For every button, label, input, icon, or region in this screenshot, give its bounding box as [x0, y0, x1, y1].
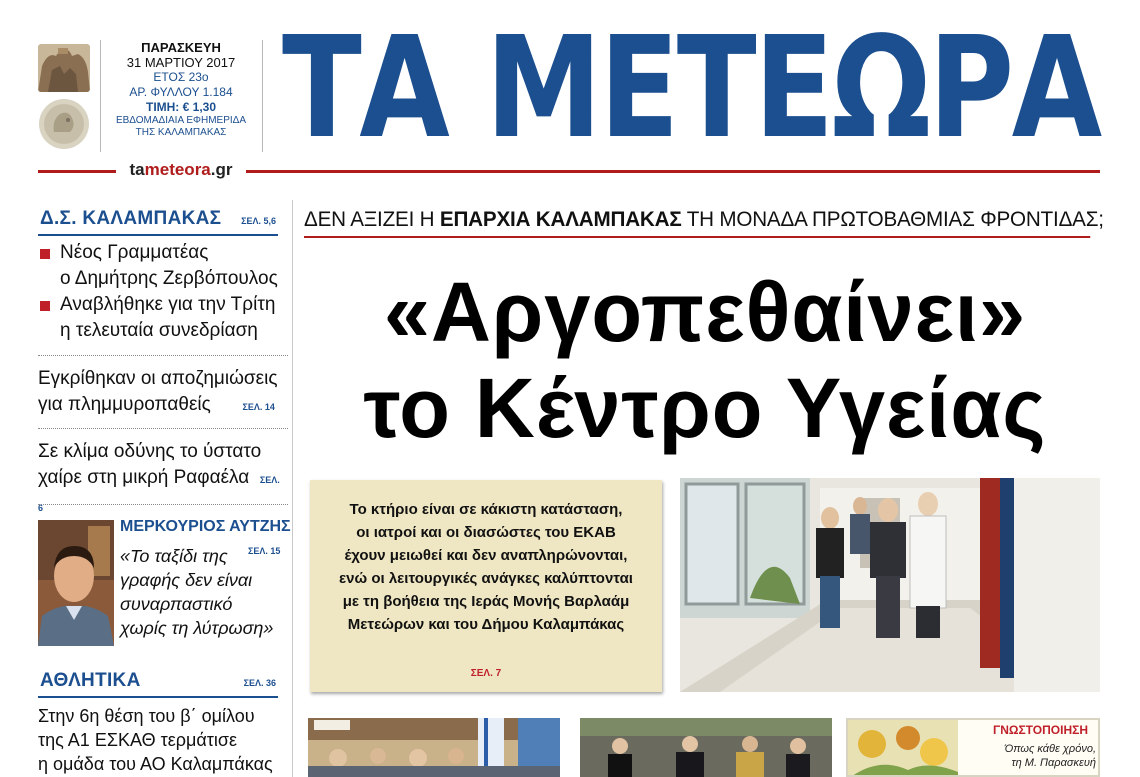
ceremony-photo-2 [580, 718, 832, 777]
lead-headline-line2[interactable]: το Κέντρο Υγείας [363, 361, 1047, 455]
story-line: Στην 6η θέση του β΄ ομίλου [38, 706, 255, 726]
story-compensation[interactable] [38, 366, 282, 420]
council-page-ref: ΣΕΛ. 5,6 [241, 216, 276, 226]
story-funeral[interactable] [38, 439, 282, 521]
column-page-ref: ΣΕΛ. 15 [248, 546, 281, 556]
paper-description-2: ΤΗΣ ΚΑΛΑΜΠΑΚΑΣ [135, 127, 227, 138]
story-sports[interactable] [38, 704, 288, 776]
website-suffix: .gr [210, 160, 233, 179]
council-item-line: Νέος Γραμματέας [60, 242, 209, 263]
ancient-coin-thumbnail [38, 98, 90, 150]
columnist-name: ΜΕΡΚΟΥΡΙΟΣ ΑΥΤΖΗΣ [120, 518, 291, 535]
sports-heading-text: ΑΘΛΗΤΙΚΑ [40, 670, 141, 691]
issue-year: ΕΤΟΣ 23ο [153, 70, 209, 84]
summary-line: Μετεώρων και του Δήμου Καλαμπάκας [347, 616, 625, 633]
story-separator [38, 428, 288, 429]
notice-line: τη Μ. Παρασκευή [1011, 757, 1096, 769]
issue-date: 31 ΜΑΡΤΙΟΥ 2017 [126, 55, 236, 70]
website-brand: meteora [144, 160, 211, 179]
story-line: Σε κλίμα οδύνης το ύστατο [38, 441, 262, 462]
summary-line: έχουν μειωθεί και δεν αναπληρώνονται, [344, 547, 628, 564]
sports-section-heading [38, 670, 278, 698]
columnist-portrait [38, 520, 114, 646]
quote-line: συναρπαστικό [120, 594, 233, 614]
meteora-rock-thumbnail [38, 44, 90, 92]
story-line: Εγκρίθηκαν οι αποζημιώσεις [38, 368, 278, 389]
issue-info [104, 40, 258, 139]
notice-line: Όπως κάθε χρόνο, [1004, 743, 1096, 755]
lead-kicker [304, 206, 1104, 238]
council-item[interactable] [38, 292, 288, 344]
lead-headline-line1[interactable]: «Αργοπεθαίνει» [383, 265, 1027, 359]
issue-price: ΤΙΜΗ: € 1,30 [145, 100, 217, 114]
council-item-line: ο Δημήτρης Ζερβόπουλος [60, 268, 278, 289]
council-item[interactable] [38, 240, 288, 292]
council-item-line: η τελευταία συνεδρίαση [60, 320, 258, 341]
kicker-part: ΤΗ ΜΟΝΑΔΑ ΠΡΩΤΟΒΑΘΜΙΑΣ ΦΡΟΝΤΙΔΑΣ; [681, 208, 1104, 231]
story-line: για πλημμυροπαθείς [38, 394, 211, 415]
summary-line: οι ιατροί και οι διασώστες του ΕΚΑΒ [356, 524, 616, 541]
story-page-ref: ΣΕΛ. 14 [242, 402, 275, 412]
issue-day: ΠΑΡΑΣΚΕΥΗ [141, 40, 221, 55]
website-link[interactable] [116, 158, 246, 182]
notice-box [846, 718, 1100, 777]
notice-label: ΓΝΩΣΤΟΠΟΙΗΣΗ [992, 723, 1088, 737]
story-line: χαίρε στη μικρή Ραφαέλα [38, 467, 250, 488]
summary-line: με τη βοήθεια της Ιεράς Μονής Βαρλαάμ [342, 593, 630, 610]
summary-line: Το κτήριο είναι σε κάκιστη κατάσταση, [349, 501, 623, 518]
council-heading-text: Δ.Σ. ΚΑΛΑΜΠΑΚΑΣ [40, 208, 222, 229]
story-separator [38, 355, 288, 356]
story-separator [38, 504, 288, 505]
summary-page-ref: ΣΕΛ. 7 [470, 668, 502, 679]
health-center-photo [680, 478, 1100, 692]
quote-line: γραφής δεν είναι [120, 570, 253, 590]
issue-number: ΑΡ. ΦΥΛΛΟΥ 1.184 [129, 85, 233, 99]
story-line: η ομάδα του ΑΟ Καλαμπάκας [38, 754, 273, 774]
bullet-square-icon [40, 249, 50, 259]
summary-line: ενώ οι λειτουργικές ανάγκες καλύπτονται [339, 570, 633, 587]
quote-line: χωρίς τη λύτρωση» [120, 618, 274, 638]
bullet-square-icon [40, 301, 50, 311]
sports-page-ref: ΣΕΛ. 36 [243, 678, 276, 688]
kicker-part: ΔΕΝ ΑΞΙΖΕΙ Η [304, 208, 440, 231]
newspaper-title: ΤΑ ΜΕΤΕΩΡΑ [282, 7, 1100, 170]
council-section-heading [38, 208, 278, 236]
paper-description-1: ΕΒΔΟΜΑΔΙΑΙΑ ΕΦΗΜΕΡΙΔΑ [115, 115, 247, 126]
kicker-emphasis: ΕΠΑΡΧΙΑ ΚΑΛΑΜΠΑΚΑΣ [439, 208, 682, 231]
story-page-ref: ΣΕΛ. 6 [38, 475, 280, 513]
masthead-divider [100, 40, 101, 152]
masthead-divider-right [262, 40, 263, 152]
masthead-rule-right [246, 170, 1100, 173]
story-line: της Α1 ΕΣΚΑΘ τερμάτισε [38, 730, 237, 750]
website-prefix: ta [129, 160, 145, 179]
columnist-quote[interactable] [120, 544, 280, 640]
quote-line: «Το ταξίδι της [120, 546, 228, 566]
lead-summary-box [310, 480, 662, 692]
ceremony-photo-1 [308, 718, 560, 777]
council-item-line: Αναβλήθηκε για την Τρίτη [60, 294, 276, 315]
masthead-rule-left [38, 170, 118, 173]
